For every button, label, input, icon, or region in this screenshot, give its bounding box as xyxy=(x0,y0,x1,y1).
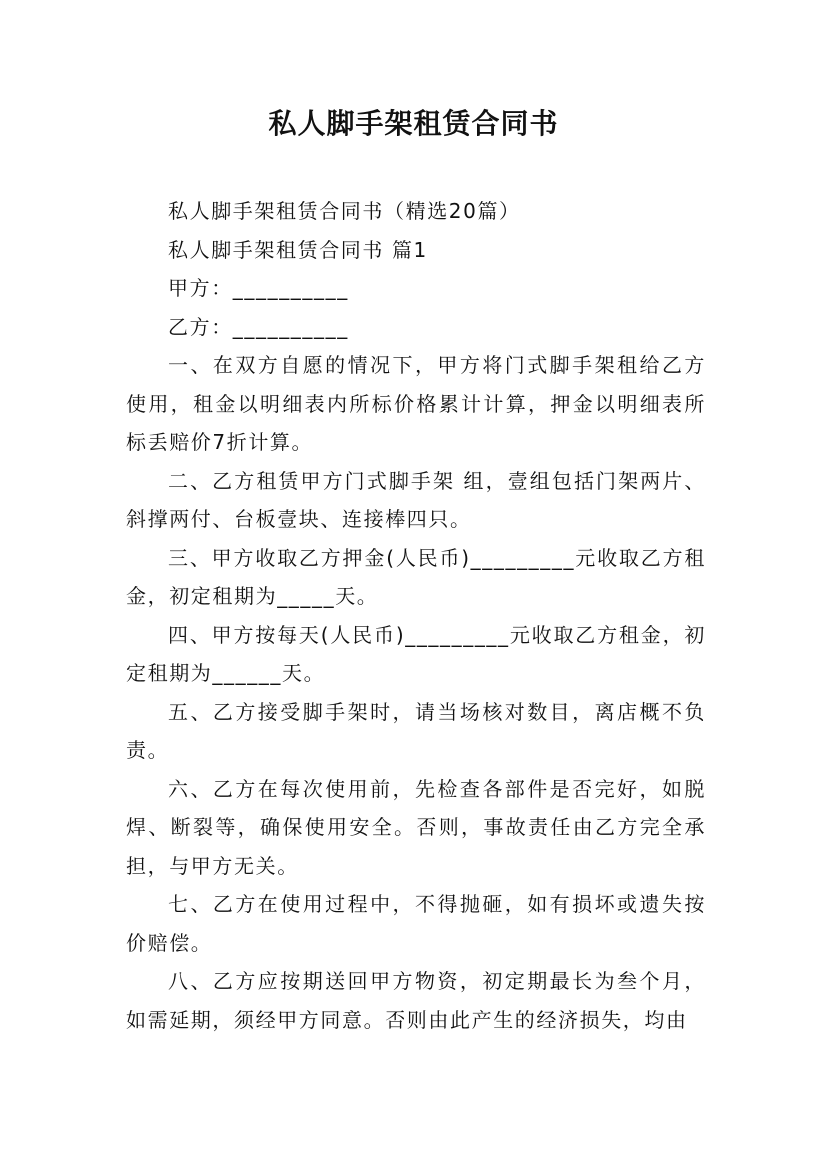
paragraph-party-b: 乙方：__________ xyxy=(168,314,349,339)
paragraph-clause-4: 四、甲方按每天(人民币)_________元收取乙方租金，初定租期为______天。 xyxy=(126,622,706,685)
paragraph-clause-3: 三、甲方收取乙方押金(人民币)_________元收取乙方租金，初定租期为_____天。 xyxy=(126,545,706,608)
paragraph-clause-8: 八、乙方应按期送回甲方物资，初定期最长为叁个月，如需延期，须经甲方同意。否则由此产生的经济损失，均由 xyxy=(126,969,706,1032)
paragraph-clause-2: 二、乙方租赁甲方门式脚手架 组，壹组包括门架两片、斜撑两付、台板壹块、连接棒四只。 xyxy=(126,468,706,531)
paragraph-clause-1: 一、在双方自愿的情况下，甲方将门式脚手架租给乙方使用，租金以明细表内所标价格累计计算，押金以明细表所标丢赔价7折计算。 xyxy=(126,353,706,454)
paragraph-subtitle: 私人脚手架租赁合同书（精选20篇） xyxy=(168,199,521,223)
paragraph-party-a: 甲方：__________ xyxy=(168,276,349,300)
document-title: 私人脚手架租赁合同书 xyxy=(268,107,559,140)
document-body xyxy=(126,192,706,1039)
paragraph-clause-5: 五、乙方接受脚手架时，请当场核对数目，离店概不负责。 xyxy=(126,699,706,762)
paragraph-clause-7: 七、乙方在使用过程中，不得抛砸，如有损坏或遗失按价赔偿。 xyxy=(126,892,706,955)
paragraph-section-heading: 私人脚手架租赁合同书 篇1 xyxy=(168,237,428,262)
paragraph-clause-6: 六、乙方在每次使用前，先检查各部件是否完好，如脱焊、断裂等，确保使用安全。否则，事故责任由乙方完全承担，与甲方无关。 xyxy=(126,776,706,878)
